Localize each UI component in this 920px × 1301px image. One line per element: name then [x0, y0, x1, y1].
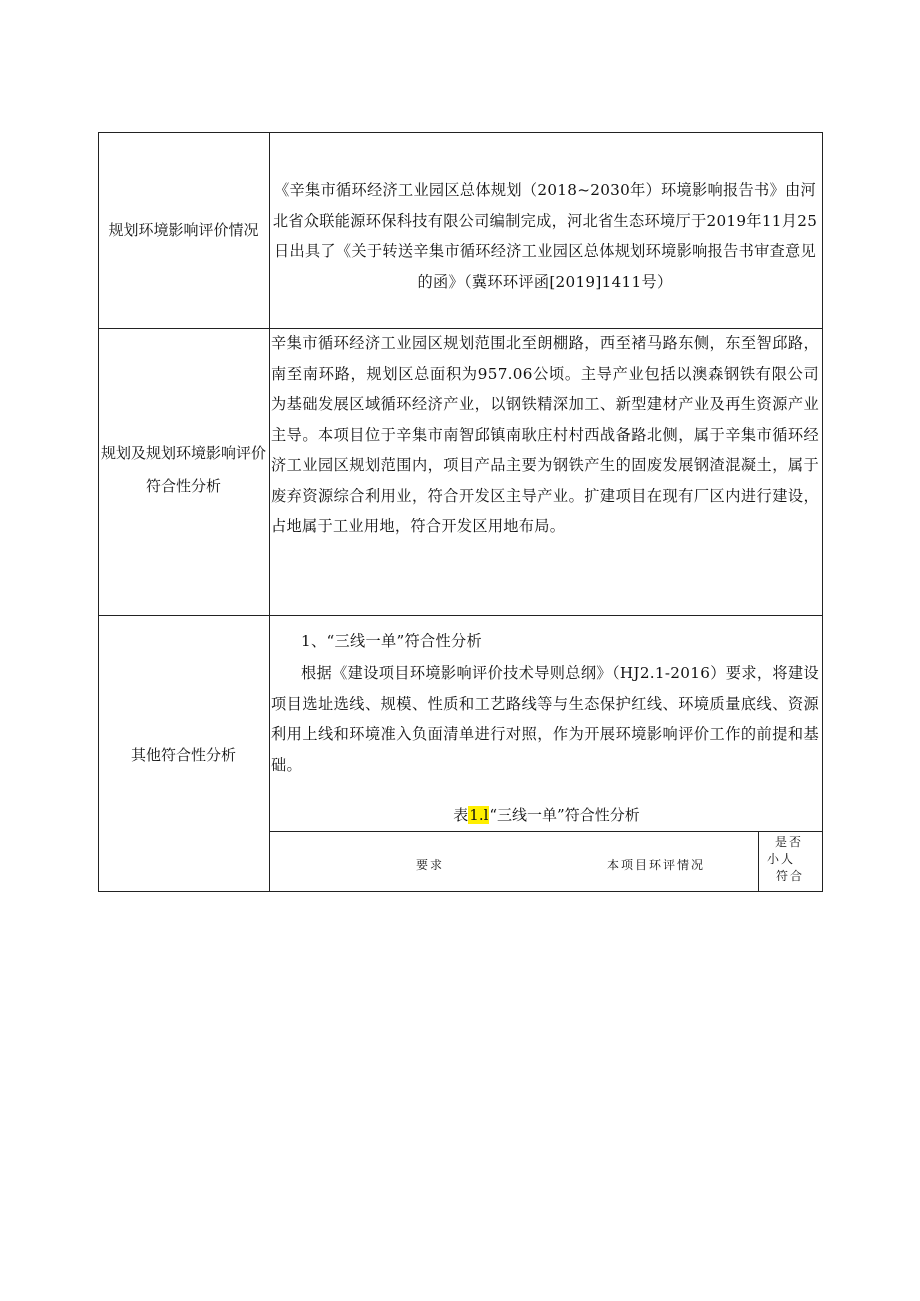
caption-title: “三线一单”符合性分析 — [489, 806, 640, 824]
row3-paragraph: 根据《建设项目环境影响评价技术导则总纲》（HJ2.1-2016）要求，将建设项目选址选线、规模、性质和工艺路线等与生态保护红线、环境质量底线、资源利用上线和环境准入负面清单进行对照，作为开展环境影响评价工作的前提和基础。 — [271, 664, 819, 774]
header-requirement: 要求 — [416, 858, 445, 872]
table-caption — [270, 804, 823, 825]
row3-label: 其他符合性分析 — [130, 746, 236, 764]
header-compliance-line1: 是否 — [774, 835, 803, 849]
row3-heading: 1、“三线一单”符合性分析 — [301, 632, 482, 650]
header-compliance-line3: 符合 — [775, 869, 804, 883]
caption-number: 1.l — [469, 806, 489, 824]
row1-text: 《辛集市循环经济工业园区总体规划（2018~2030年）环境影响报告书》由河北省众联能源环保科技有限公司编制完成，河北省生态环境厅于2019年11月25日出具了《关于转送辛集市循环经济工业园区总体规划环境影响报告书审查意见的函》（冀环环评函[2019]1411号） — [272, 181, 818, 291]
header-compliance-line2: 小人 — [766, 852, 795, 866]
sub-table-top-line — [270, 831, 823, 832]
row2-text: 辛集市循环经济工业园区规划范围北至朗棚路，西至褚马路东侧，东至智邱路，南至南环路，规划区总面积为957.06公顷。主导产业包括以澳森钢铁有限公司为基础发展区域循环经济产业，以钢铁精深加工、新型建材产业及再生资源产业主导。本项目位于辛集市南智邱镇南耿庄村村西战备路北侧，属于辛集市循环经济工业园区规划范围内，项目产品主要为钢铁产生的固废发展钢渣混凝土，属于废弃资源综合利用业，符合开发区主导产业。扩建项目在现有厂区内进行建设，占地属于工业用地，符合开发区用地布局。 — [271, 334, 819, 535]
caption-prefix: 表 — [453, 806, 469, 824]
header-compliance — [753, 834, 813, 885]
row1-label: 规划环境影响评价情况 — [108, 221, 259, 239]
header-project-status: 本项目环评情况 — [607, 858, 706, 872]
row-divider-2 — [98, 615, 823, 616]
assessment-table — [98, 132, 823, 892]
row2-label: 规划及规划环境影响评价符合性分析 — [100, 444, 266, 495]
column-divider — [269, 132, 270, 892]
